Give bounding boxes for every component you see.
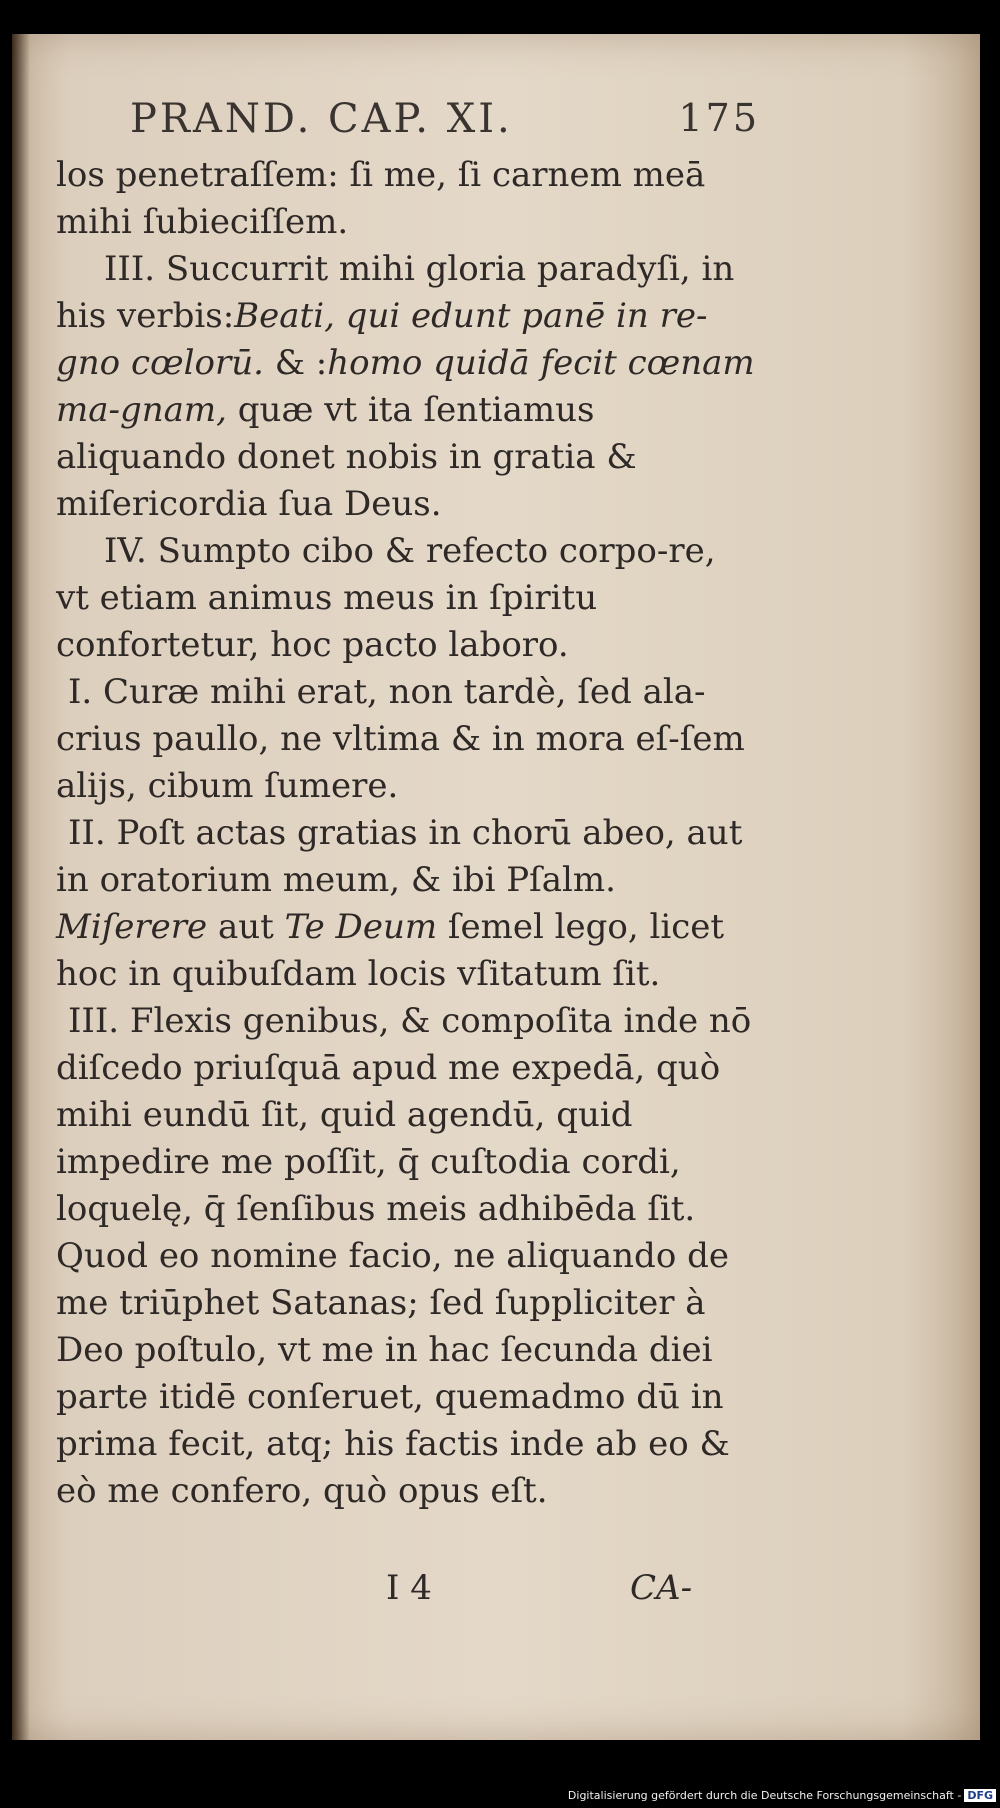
body-text	[56, 152, 756, 1515]
paragraph-5-tail: ſemel lego, licet hoc in quibuſdam locis vſitatum ſit.	[56, 907, 725, 994]
paragraph-1: los penetraſſem: ſi me, ſi carnem meā mihi ſubieciſſem.	[56, 155, 706, 242]
paragraph-5-mid: aut	[207, 907, 285, 947]
signature-mark: I 4	[386, 1568, 432, 1608]
page-number: 175	[678, 96, 760, 140]
paragraph-3: IV. Sumpto cibo & refecto corpo-re, vt etiam animus meus in ſpiritu confortetur, hoc pacto laboro.	[56, 531, 716, 665]
paragraph-4: I. Curæ mihi erat, non tardè, ſed ala-crius paullo, ne vltima & in mora eſ-ſem alijs, cibum ſumere.	[56, 672, 745, 806]
chapter-title: PRAND. CAP. XI.	[130, 96, 513, 142]
paragraph-5	[56, 810, 756, 998]
credit-text: Digitalisierung gefördert durch die Deutsche Forschungsgemeinschaft -	[567, 1789, 962, 1802]
catchword: CA-	[630, 1568, 693, 1608]
dfg-logo: DFG	[964, 1789, 996, 1802]
paragraph-2-tail: quæ vt ita ſentiamus aliquando donet nobis in gratia & miſericordia ſua Deus.	[56, 390, 637, 524]
paragraph-2-intro: III. Succurrit mihi gloria paradyſi, in his verbis:	[56, 249, 735, 336]
hymn-te-deum: Te Deum	[284, 907, 438, 947]
psalm-miserere: Miſerere	[56, 907, 208, 947]
quote-separator: & :	[263, 343, 328, 383]
paragraph-5-intro: II. Poſt actas gratias in chorū abeo, aut in oratorium meum, & ibi Pſalm.	[56, 813, 743, 900]
paragraph-2	[56, 246, 756, 528]
paragraph-6: III. Flexis genibus, & compoſita inde nō diſcedo priuſquā apud me expedā, quò mihi eundū ſit, quid agendū, quid impedire me poſſit, q̄ cuſtodia cordi, loquelę, q̄ ſenſibus meis adhibēda ſit. Quod eo nomine facio, ne aliquando de me triūphet Satanas; ſed ſuppliciter à Deo poſtulo, vt me in hac ſecunda diei parte itidē conſeruet, quemadmo dū in prima fecit, atq; his factis inde ab eo & eò me confero, quò opus eſt.	[56, 1001, 752, 1511]
quote-homo: homo quidā fecit cœnam ma-gnam,	[56, 343, 755, 430]
running-head	[130, 86, 760, 148]
quote-beati: Beati, qui edunt panē in re-gno cœlorū.	[56, 296, 708, 383]
digitization-credit	[568, 1789, 996, 1802]
